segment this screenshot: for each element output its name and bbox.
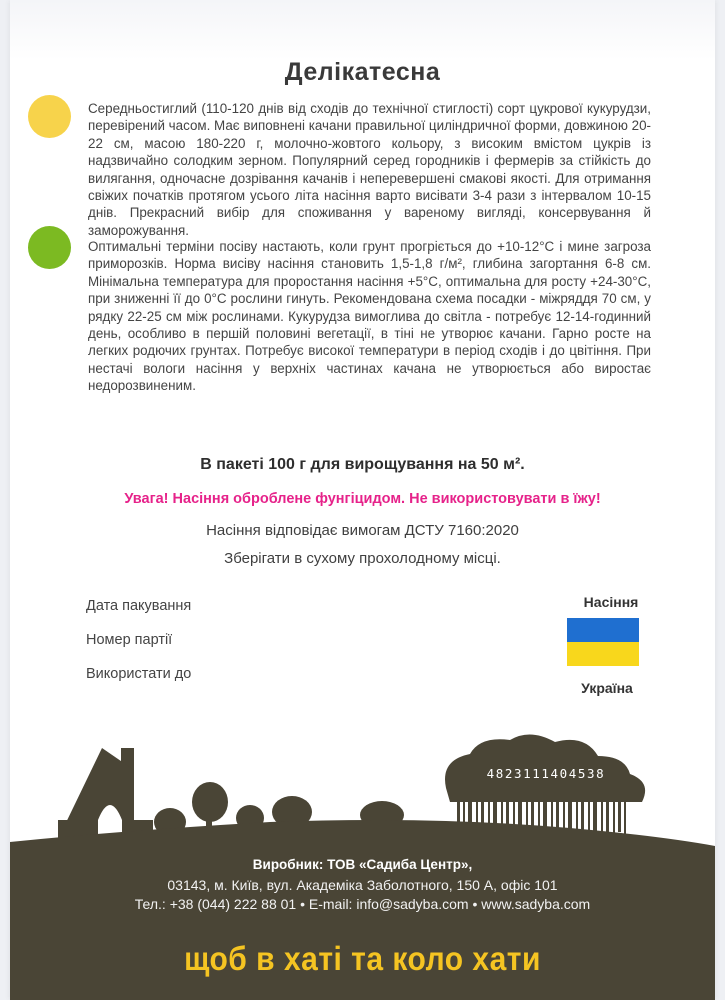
green-dot-icon bbox=[28, 226, 71, 269]
batch-number-label: Номер партії bbox=[86, 632, 173, 648]
producer-name: Виробник: ТОВ «Садиба Центр», bbox=[252, 857, 473, 872]
ukraine-flag-icon bbox=[567, 618, 639, 666]
variety-title: Делікатесна bbox=[284, 58, 441, 86]
seeds-label: Насіння bbox=[583, 594, 639, 610]
sowing-instructions: Оптимальні терміни посіву настають, коли грунт прогріється до +10-12°С і мине загроза приморозків. Норма висіву насіння становить 1,5-1,8 г/м², глибина загортання 6-8 см. Мінімальна температура для проростання насіння +5°С, оптимальна для росту +24-30°С, при зниженні її до 0°С рослини гинуть. Рекомендована схема посадки - міжряддя 70 см, у рядку 22-25 см між рослинами. Кукурудза вимоглива до світла - потребує 12-14-годинний день, особливо в першій половині вегетації, в тіні не утворює качани. Гарно росте на легких родючих грунтах. Потребує високої температури в період сходів і до цвітіння. При нестачі вологи насіння у верхніх частинах качана не утворюється або виростає недорозвиненим. bbox=[88, 239, 651, 394]
country-label: Україна bbox=[581, 680, 633, 696]
producer-contacts: Тел.: +38 (044) 222 88 01 • E-mail: info@sadyba.com • www.sadyba.com bbox=[134, 896, 591, 912]
storage-instructions: Зберігати в сухому прохолодному місці. bbox=[224, 550, 501, 567]
yellow-dot-icon bbox=[28, 95, 71, 138]
packet-weight-info: В пакеті 100 г для вирощування на 50 м². bbox=[200, 456, 525, 473]
fungicide-warning: Увага! Насіння оброблене фунгіцидом. Не використовувати в їжу! bbox=[124, 491, 601, 507]
producer-address: 03143, м. Київ, вул. Академіка Заболотного, 150 А, офіс 101 bbox=[167, 877, 558, 893]
barcode-number: 4823111404538 bbox=[486, 766, 606, 781]
brand-slogan: щоб в хаті та коло хати bbox=[184, 941, 541, 978]
use-by-label: Використати до bbox=[86, 666, 192, 682]
standard-compliance: Насіння відповідає вимогам ДСТУ 7160:2020 bbox=[206, 522, 519, 539]
seed-packet-back bbox=[10, 0, 715, 1000]
variety-description: Середньостиглий (110-120 днів від сходів до технічної стиглості) сорт цукрової кукурудзи, перевірений часом. Має виповнені качани правильної циліндричної форми, довжиною 20-22 см, масою 180-220 г, молочно-жовтого кольору, з високим вмістом цукрів із надзвичайно солодким зерном. Популярний серед городників і фермерів за стійкість до вилягання, одночасне дозрівання качанів і неперевершені смакові якості. Для отримання свіжих початків протягом усього літа насіння варто висівати 3-4 рази з інтервалом 10-15 днів. Прекрасний вибір для споживання у вареному вигляді, консервування й заморожування. bbox=[88, 101, 651, 238]
pack-date-label: Дата пакування bbox=[86, 598, 192, 614]
